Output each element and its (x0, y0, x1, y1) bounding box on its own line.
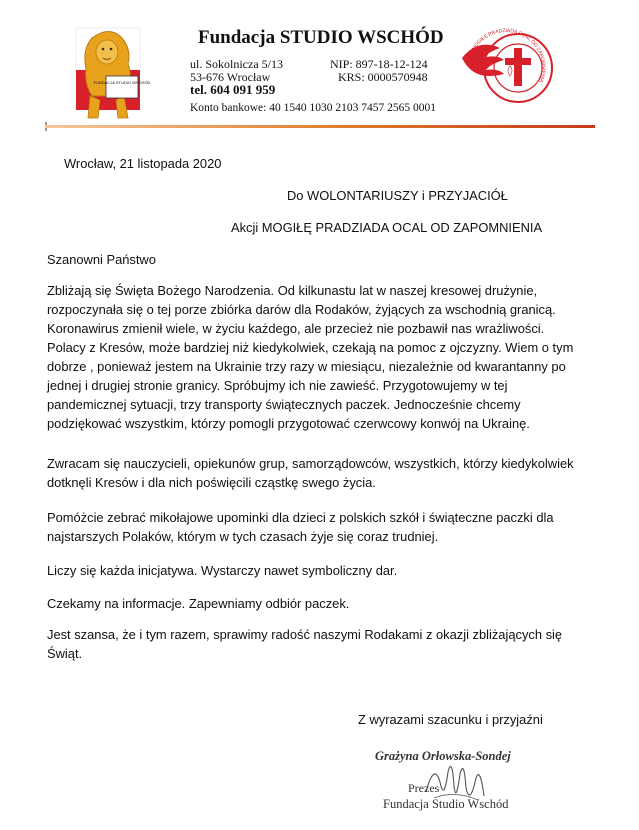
emblem-text: MOGIŁĘ PRADZIADA OCAL OD ZAPOMNIENIA (471, 27, 547, 84)
paragraph-line: Polacy z Kresów, może bardziej niż kiedykolwiek, czekają na pomoc z ojczyzny. Wiem o tym (47, 340, 574, 355)
org-street: ul. Sokolnicza 5/13 (190, 57, 283, 71)
paragraph-line: Pomóżcie zebrać mikołajowe upominki dla dzieci z polskich szkół i świąteczne paczki dla (47, 510, 554, 525)
paragraph-line: dotknęli Kresów i dla nich poświęcili cząstkę swego życia. (47, 475, 376, 490)
paragraph-1 (47, 281, 587, 433)
paragraph-line: rozpoczynała się o tej porze zbiórka darów dla Rodaków, żyjących za wschodnią granicą. (47, 302, 556, 317)
header-rule (45, 125, 595, 128)
paragraph-line: Zwracam się nauczycieli, opiekunów grup, samorządowców, wszystkich, którzy kiedykolwiek (47, 456, 574, 471)
org-nip: NIP: 897-18-12-124 (330, 57, 428, 71)
paragraph-line: Koronawirus zmienił wiele, w życiu każdego, ale przecież nie pozbawił nas wrażliwości. (47, 321, 545, 336)
paragraph-line: podziękować wszystkim, którzy pomogli przygotować czerwcowy konwój na Ukrainę. (47, 416, 530, 431)
campaign-emblem (458, 18, 568, 118)
paragraph-2 (47, 454, 587, 492)
paragraph-4: Liczy się każda inicjatywa. Wystarczy nawet symboliczny dar. (47, 563, 398, 578)
org-city: 53-676 Wrocław (190, 70, 271, 84)
bank-account: Konto bankowe: 40 1540 1030 2103 7457 2565 0001 (190, 102, 436, 114)
lion-logo (62, 18, 154, 126)
signatory-name: Grażyna Orłowska-Sondej (375, 749, 511, 763)
letter-campaign: Akcji MOGIŁĘ PRADZIADA OCAL OD ZAPOMNIENIA (231, 220, 543, 235)
paragraph-line: pandemicznej sytuacji, trzy transporty świątecznych paczek. Jednocześnie chcemy (47, 397, 521, 412)
paragraph-line: najstarszych Polaków, którym w tych czasach żyje się coraz trudniej. (47, 529, 439, 544)
paragraph-6 (47, 625, 587, 663)
paragraph-5: Czekamy na informacje. Zapewniamy odbiór paczek. (47, 596, 350, 611)
org-krs: KRS: 0000570948 (338, 70, 428, 84)
letter-date: Wrocław, 21 listopada 2020 (64, 156, 222, 171)
paragraph-line: jednej i drugiej stronie granicy. Spróbujmy ich nie zawieść. Przygotowujemy w tej (47, 378, 508, 393)
org-name: Fundacja STUDIO WSCHÓD (198, 27, 444, 48)
lion-logo-text: FUNDACJA STUDIO WSCHÓD (93, 80, 151, 85)
letter-closing: Z wyrazami szacunku i przyjaźni (358, 712, 543, 727)
paragraph-3 (47, 508, 587, 546)
paragraph-line: Jest szansa, że i tym razem, sprawimy radość naszymi Rodakami z okazji zbliżających się (47, 627, 563, 642)
org-phone: tel. 604 091 959 (190, 82, 276, 97)
paragraph-line: dobrze , ponieważ jestem na Ukrainie trzy razy w miesiącu, niezależnie od kwarantanny po (47, 359, 566, 374)
signatory-title: Prezes (408, 781, 440, 795)
paragraph-line: Świąt. (47, 646, 83, 661)
signatory-org: Fundacja Studio Wschód (383, 797, 509, 811)
letter-salutation: Szanowni Państwo (47, 252, 156, 267)
paragraph-line: Zbliżają się Święta Bożego Narodzenia. Od kilkunastu lat w naszej kresowej drużynie, (47, 283, 538, 298)
letter-addressee: Do WOLONTARIUSZY i PRZYJACIÓŁ (287, 188, 508, 203)
